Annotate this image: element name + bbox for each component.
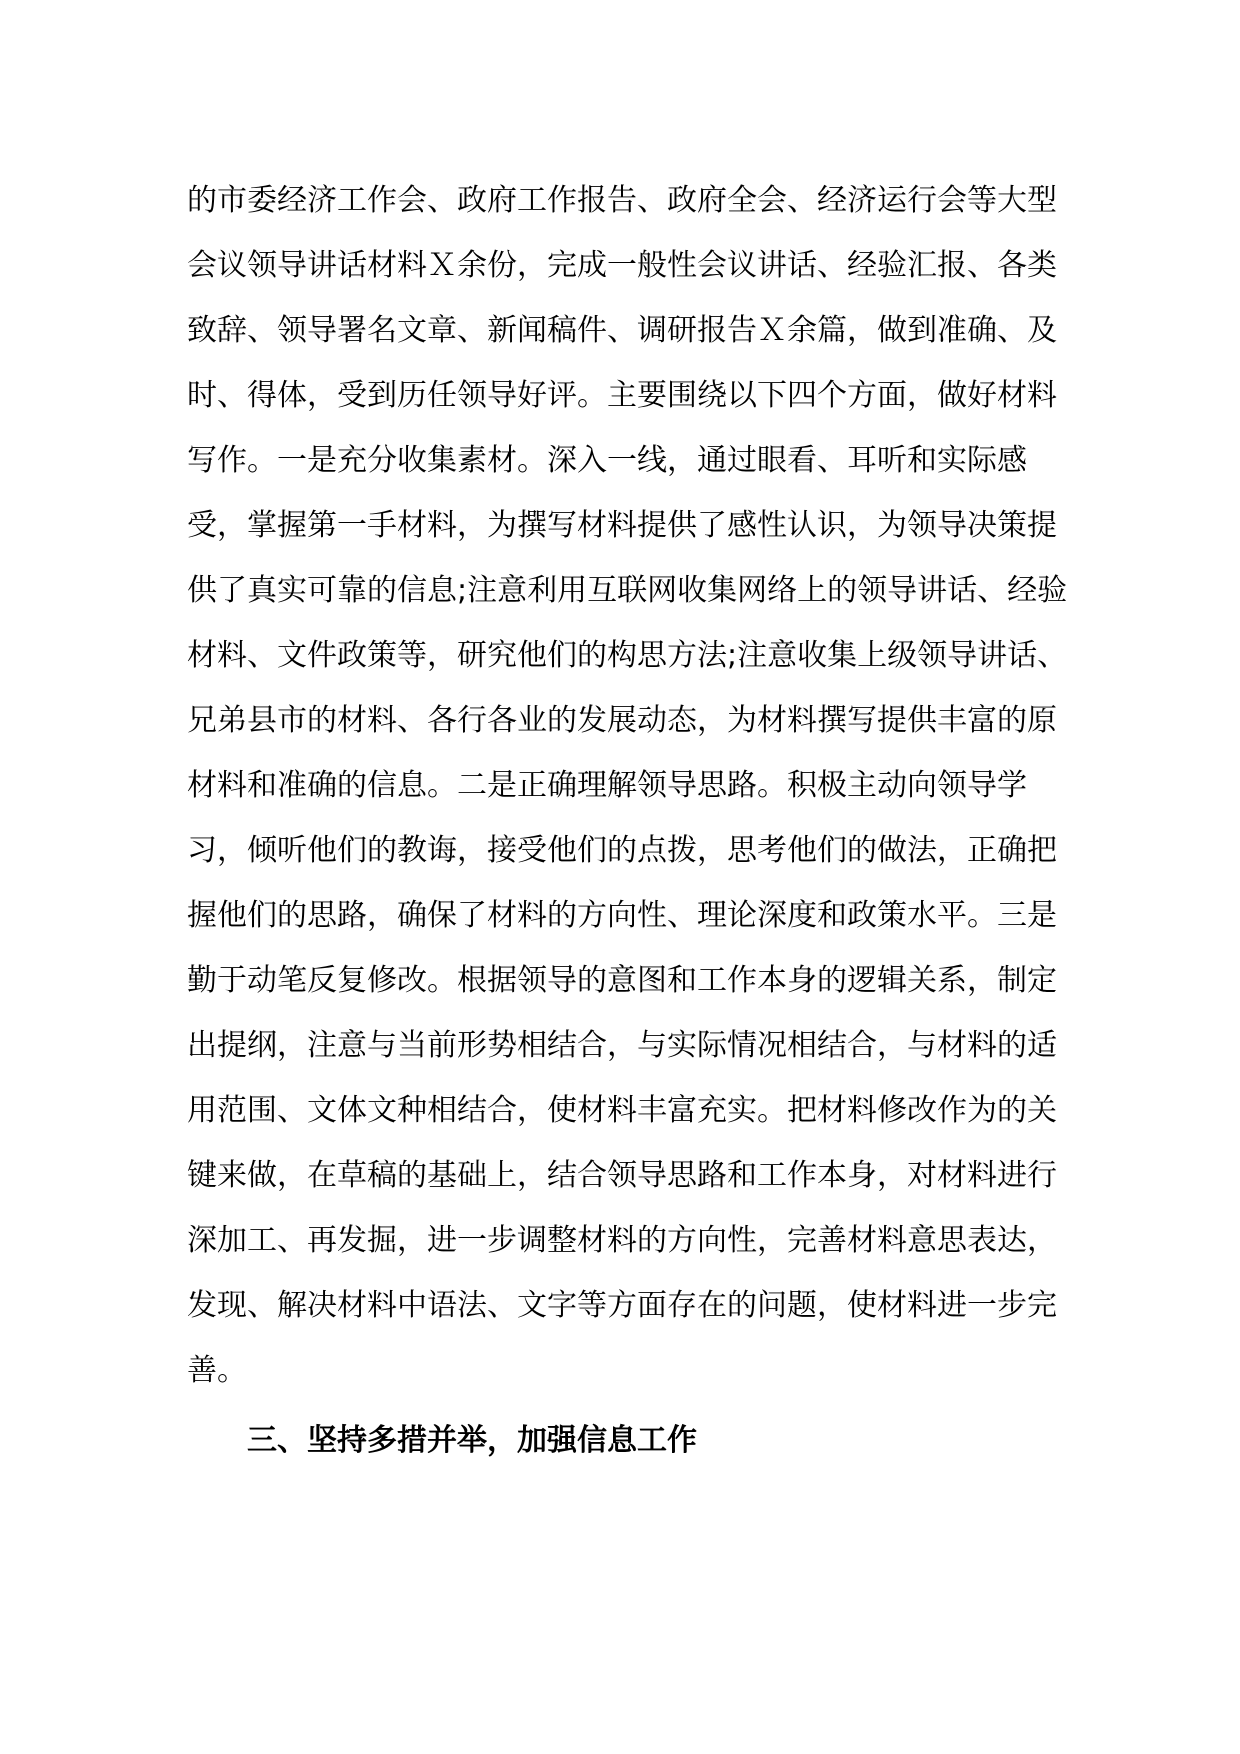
paragraph-line: 会议领导讲话材料Ｘ余份，完成一般性会议讲话、经验汇报、各类 xyxy=(187,248,1057,283)
paragraph-line: 兄弟县市的材料、各行各业的发展动态，为材料撰写提供丰富的原 xyxy=(187,703,1057,738)
paragraph-line: 的市委经济工作会、政府工作报告、政府全会、经济运行会等大型 xyxy=(187,183,1057,218)
paragraph-line: 受，掌握第一手材料，为撰写材料提供了感性认识，为领导决策提 xyxy=(187,508,1057,543)
paragraph-line: 习，倾听他们的教诲，接受他们的点拨，思考他们的做法，正确把 xyxy=(187,833,1057,868)
section-heading: 三、坚持多措并举，加强信息工作 xyxy=(247,1423,697,1458)
paragraph-line: 致辞、领导署名文章、新闻稿件、调研报告Ｘ余篇，做到准确、及 xyxy=(187,313,1057,348)
paragraph-line: 深加工、再发掘，进一步调整材料的方向性，完善材料意思表达， xyxy=(187,1223,1057,1258)
paragraph-line: 材料、文件政策等，研究他们的构思方法;注意收集上级领导讲话、 xyxy=(187,638,1068,673)
paragraph-line: 写作。一是充分收集素材。深入一线，通过眼看、耳听和实际感 xyxy=(187,443,1027,478)
paragraph-line: 握他们的思路，确保了材料的方向性、理论深度和政策水平。三是 xyxy=(187,898,1057,933)
paragraph-line: 供了真实可靠的信息;注意利用互联网收集网络上的领导讲话、经验 xyxy=(187,573,1068,608)
paragraph-line: 发现、解决材料中语法、文字等方面存在的问题，使材料进一步完 xyxy=(187,1288,1057,1323)
paragraph-line: 用范围、文体文种相结合，使材料丰富充实。把材料修改作为的关 xyxy=(187,1093,1057,1128)
paragraph-line: 出提纲，注意与当前形势相结合，与实际情况相结合，与材料的适 xyxy=(187,1028,1057,1063)
paragraph-line: 勤于动笔反复修改。根据领导的意图和工作本身的逻辑关系，制定 xyxy=(187,963,1057,998)
paragraph-line: 善。 xyxy=(187,1353,247,1388)
paragraph-line: 材料和准确的信息。二是正确理解领导思路。积极主动向领导学 xyxy=(187,768,1027,803)
paragraph-line: 时、得体，受到历任领导好评。主要围绕以下四个方面，做好材料 xyxy=(187,378,1057,413)
body-paragraph xyxy=(187,168,1067,1403)
paragraph-line: 键来做，在草稿的基础上，结合领导思路和工作本身，对材料进行 xyxy=(187,1158,1057,1193)
